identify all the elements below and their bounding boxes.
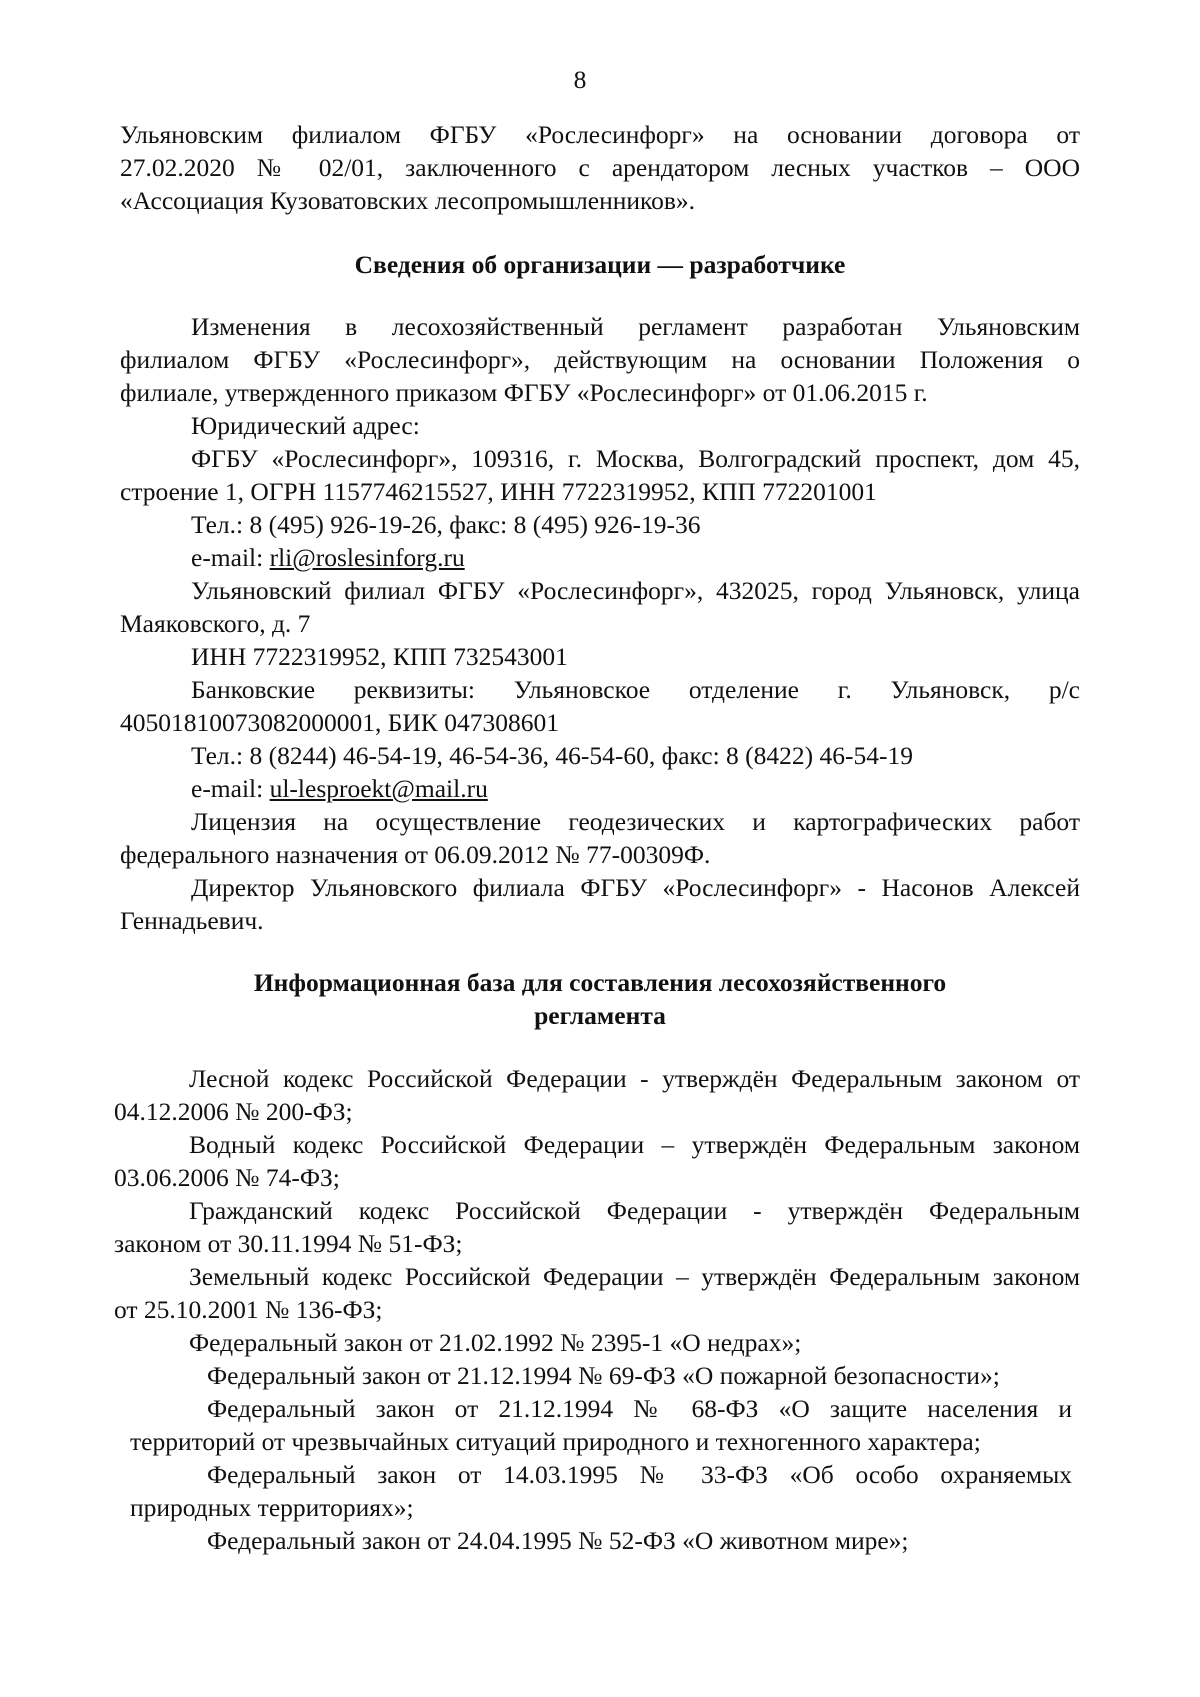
info-item-1-line-2: 04.12.2006 № 200-ФЗ; [114,1097,353,1126]
page-number: 8 [573,65,587,94]
info-item-7-line-2: территорий от чрезвычайных ситуаций природного и техногенного характера; [130,1427,981,1456]
intro-line-3: «Ассоциация Кузоватовских лесопромышленников». [120,186,696,215]
developer-p1-line-2: филиалом ФГБУ «Рослесинфорг», действующим на основании Положения о [120,345,1080,374]
hq-email-link[interactable]: rli@roslesinforg.ru [269,543,465,572]
branch-line-1: Ульяновский филиал ФГБУ «Рослесинфорг», 432025, город Ульяновск, улица [191,576,1080,605]
info-item-8-line-2: природных территориях»; [130,1493,414,1522]
branch-phone: Тел.: 8 (8244) 46-54-19, 46-54-36, 46-54-60, факс: 8 (8422) 46-54-19 [191,741,914,770]
info-item-7-line-1: Федеральный закон от 21.12.1994 № 68-ФЗ «О защите населения и [207,1394,1072,1423]
info-item-3-line-1: Гражданский кодекс Российской Федерации - утверждён Федеральным [189,1196,1080,1225]
hq-email-row [191,545,465,571]
developer-p1-line-3: филиале, утвержденного приказом ФГБУ «Рослесинфорг» от 01.06.2015 г. [120,378,928,407]
license-line-1: Лицензия на осуществление геодезических и картографических работ [191,807,1080,836]
bank-line-2: 40501810073082000001, БИК 047308601 [120,708,559,737]
info-item-5: Федеральный закон от 21.02.1992 № 2395-1 «О недрах»; [189,1328,802,1357]
branch-ids: ИНН 7722319952, КПП 732543001 [191,642,568,671]
branch-line-2: Маяковского, д. 7 [120,609,311,638]
info-item-9: Федеральный закон от 24.04.1995 № 52-ФЗ «О животном мире»; [207,1526,909,1555]
info-item-4-line-1: Земельный кодекс Российской Федерации – утверждён Федеральным законом [189,1262,1080,1291]
hq-phone: Тел.: 8 (495) 926-19-26, факс: 8 (495) 926-19-36 [191,510,701,539]
branch-email-link[interactable]: ul-lesproekt@mail.ru [269,774,488,803]
developer-p1-line-1: Изменения в лесохозяйственный регламент разработан Ульяновским [191,312,1080,341]
bank-line-1: Банковские реквизиты: Ульяновское отделение г. Ульяновск, р/с [191,675,1080,704]
director-line-1: Директор Ульяновского филиала ФГБУ «Рослесинфорг» - Насонов Алексей [191,873,1080,902]
branch-email-label: e-mail: [191,774,270,803]
info-item-6: Федеральный закон от 21.12.1994 № 69-ФЗ «О пожарной безопасности»; [207,1361,1000,1390]
branch-email-row [191,776,488,802]
info-item-4-line-2: от 25.10.2001 № 136-ФЗ; [114,1295,383,1324]
info-item-8-line-1: Федеральный закон от 14.03.1995 № 33-ФЗ «Об особо охраняемых [207,1460,1072,1489]
info-item-2-line-1: Водный кодекс Российской Федерации – утверждён Федеральным законом [189,1130,1080,1159]
hq-email-label: e-mail: [191,543,270,572]
hq-line-1: ФГБУ «Рослесинфорг», 109316, г. Москва, Волгоградский проспект, дом 45, [191,444,1080,473]
info-item-1-line-1: Лесной кодекс Российской Федерации - утверждён Федеральным законом от [189,1064,1080,1093]
developer-heading: Сведения об организации — разработчике [354,250,846,279]
info-item-3-line-2: законом от 30.11.1994 № 51-ФЗ; [114,1229,463,1258]
info-item-2-line-2: 03.06.2006 № 74-ФЗ; [114,1163,340,1192]
intro-line-2: 27.02.2020 № 02/01, заключенного с арендатором лесных участков – ООО [120,153,1080,182]
license-line-2: федерального назначения от 06.09.2012 № 77-00309Ф. [120,840,711,869]
legal-address-label: Юридический адрес: [191,411,420,440]
info-base-heading-line-1: Информационная база для составления лесохозяйственного [253,968,947,997]
intro-line-1: Ульяновским филиалом ФГБУ «Рослесинфорг» на основании договора от [120,120,1080,149]
director-line-2: Геннадьевич. [120,906,264,935]
hq-line-2: строение 1, ОГРН 1157746215527, ИНН 7722319952, КПП 772201001 [120,477,877,506]
info-base-heading-line-2: регламента [534,1001,666,1030]
